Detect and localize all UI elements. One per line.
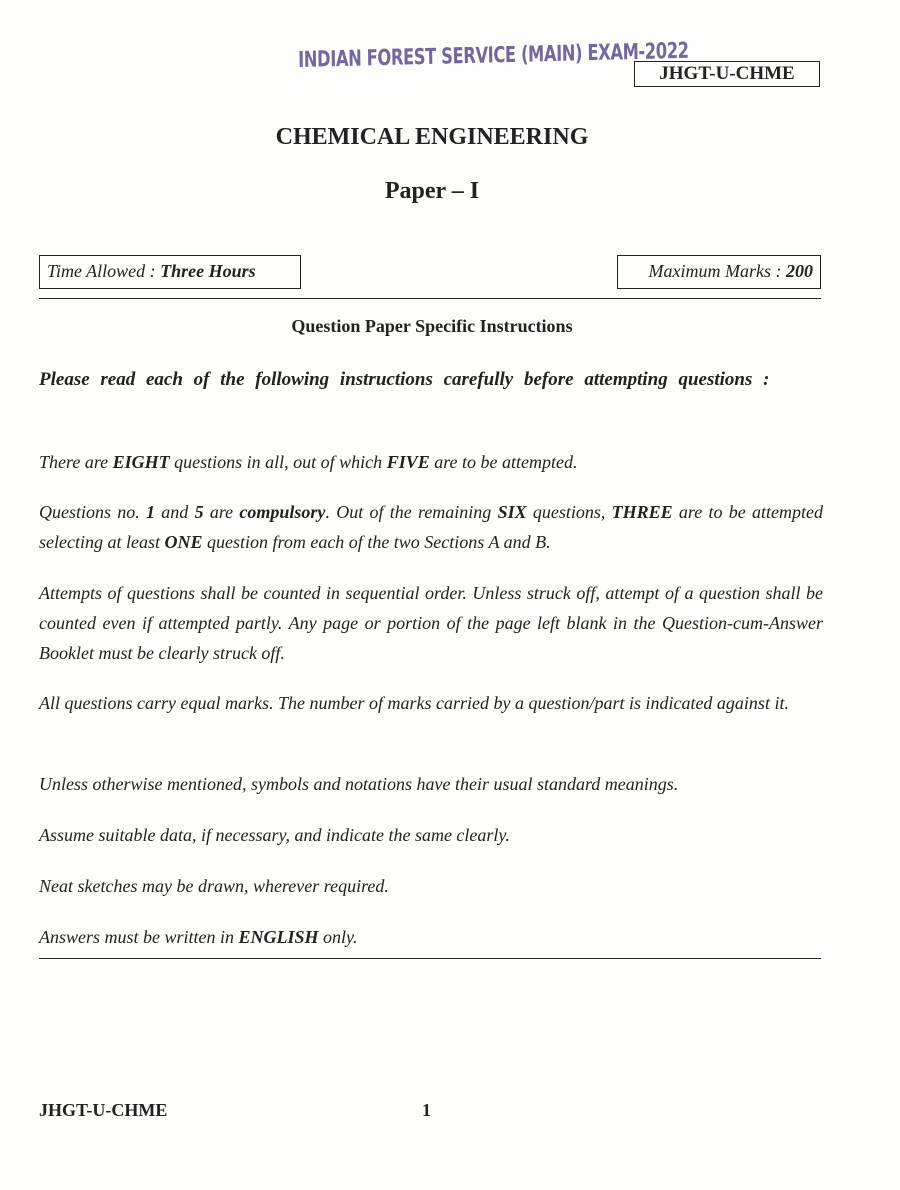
exam-stamp: INDIAN FOREST SERVICE (MAIN) EXAM-2022	[298, 38, 689, 73]
paper-code-box: JHGT-U-CHME	[634, 61, 820, 87]
footer-paper-code: JHGT-U-CHME	[39, 1100, 168, 1120]
top-divider	[39, 298, 821, 299]
maximum-marks-box	[617, 255, 821, 289]
marks-value: 200	[786, 261, 813, 281]
instruction-compulsory: Questions no. 1 and 5 are compulsory. Out of the remaining SIX questions, THREE are to be attempted selecting at least ONE question from each of the two Sections A and B.	[39, 502, 824, 552]
paper-number: Paper – I	[384, 178, 480, 204]
time-value: Three Hours	[160, 261, 256, 281]
time-allowed-box	[39, 255, 301, 289]
instruction-question-count: There are EIGHT questions in all, out of which FIVE are to be attempted.	[39, 452, 578, 472]
bottom-divider	[39, 958, 821, 959]
instruction-sequential-order: Attempts of questions shall be counted in sequential order. Unless struck off, attempt of a question shall be counted even if attempted partly. Any page or portion of the page left blank in the Question-cum-Answer Booklet must be clearly struck off.	[39, 583, 823, 663]
instruction-notations: Unless otherwise mentioned, symbols and notations have their usual standard meanings.	[39, 774, 679, 794]
subject-title: CHEMICAL ENGINEERING	[275, 124, 589, 150]
instructions-intro: Please read each of the following instructions carefully before attempting questions :	[39, 369, 770, 390]
instruction-language: Answers must be written in ENGLISH only.	[39, 927, 358, 947]
instructions-heading: Question Paper Specific Instructions	[291, 316, 573, 336]
instruction-equal-marks: All questions carry equal marks. The number of marks carried by a question/part is indicated against it.	[39, 693, 789, 713]
time-label: Time Allowed :	[47, 261, 161, 281]
page-number: 1	[422, 1100, 431, 1120]
instruction-sketches: Neat sketches may be drawn, wherever required.	[39, 876, 389, 896]
instruction-suitable-data: Assume suitable data, if necessary, and indicate the same clearly.	[39, 825, 510, 845]
marks-label: Maximum Marks :	[648, 261, 786, 281]
